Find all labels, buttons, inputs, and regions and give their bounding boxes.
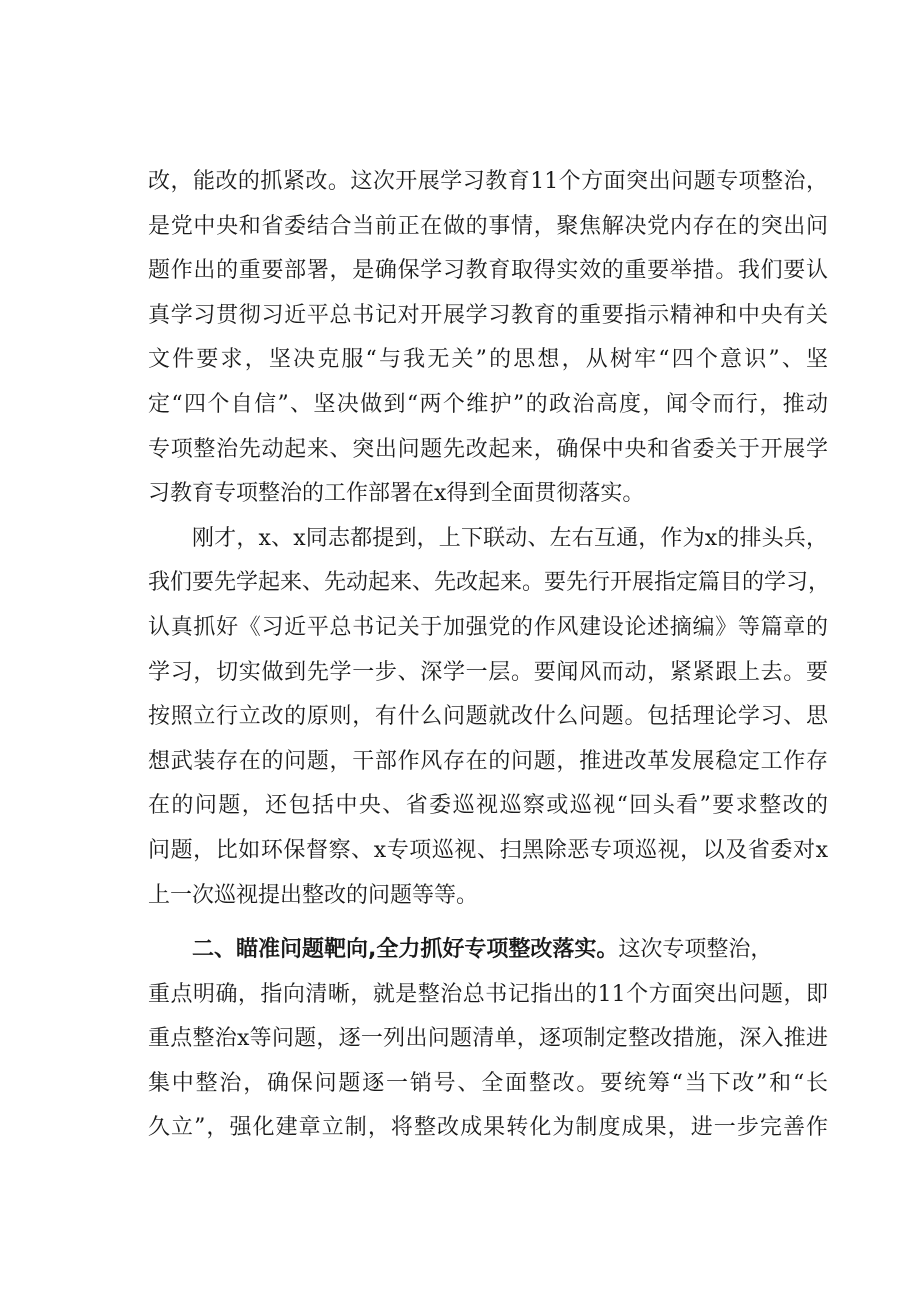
paragraph-line: 文件要求，坚决克服“与我无关”的思想，从树牢“四个意识”、坚	[148, 347, 828, 373]
paragraph-line: 重点明确，指向清晰，就是整治总书记指出的11个方面突出问题，即	[148, 981, 828, 1007]
section-heading-line	[148, 928, 828, 973]
paragraph-line: 上一次巡视提出整改的问题等等。	[148, 882, 479, 908]
paragraph-line: 问题，比如环保督察、x专项巡视、扫黑除恶专项巡视，以及省委对x	[148, 837, 828, 863]
document-body	[148, 160, 831, 1151]
paragraph-gap	[148, 918, 828, 928]
paragraph-line: 久立”，强化建章立制，将整改成果转化为制度成果，进一步完善作	[148, 1115, 828, 1141]
paragraph-line: 我们要先学起来、先动起来、先改起来。要先行开展指定篇目的学习，	[148, 570, 831, 596]
paragraph-line: 按照立行立改的原则，有什么问题就改什么问题。包括理论学习、思	[148, 704, 828, 730]
paragraph-line: 在的问题，还包括中央、省委巡视巡察或巡视“回头看”要求整改的	[148, 793, 828, 819]
paragraph-line: 改，能改的抓紧改。这次开展学习教育11个方面突出问题专项整治，	[148, 169, 828, 194]
paragraph-2	[148, 517, 831, 918]
section-heading: 二、瞄准问题靶向,全力抓好专项整改落实。	[192, 937, 619, 963]
paragraph-line: 想武装存在的问题，干部作风存在的问题，推进改革发展稳定工作存	[148, 748, 828, 774]
paragraph-1	[148, 160, 828, 517]
paragraph-line: 刚才，x、x同志都提到，上下联动、左右互通，作为x的排头兵，	[192, 525, 828, 551]
paragraph-line: 专项整治先动起来、突出问题先改起来，确保中央和省委关于开展学	[148, 436, 828, 462]
paragraph-line: 学习，切实做到先学一步、深学一层。要闻风而动，紧紧跟上去。要	[148, 659, 828, 685]
paragraph-line: 集中整治，确保问题逐一销号、全面整改。要统筹“当下改”和“长	[148, 1070, 828, 1096]
paragraph-line: 重点整治x等问题，逐一列出问题清单，逐项制定整改措施，深入推进	[148, 1026, 828, 1052]
paragraph-line: 是党中央和省委结合当前正在做的事情，聚焦解决党内存在的突出问	[148, 213, 828, 239]
paragraph-line: 题作出的重要部署，是确保学习教育取得实效的重要举措。我们要认	[148, 258, 828, 284]
paragraph-3	[148, 928, 828, 1151]
section-heading-rest: 这次专项整治，	[618, 937, 773, 963]
paragraph-line: 真学习贯彻习近平总书记对开展学习教育的重要指示精神和中央有关	[148, 302, 828, 328]
paragraph-line: 认真抓好《习近平总书记关于加强党的作风建设论述摘编》等篇章的	[148, 614, 828, 640]
paragraph-line: 习教育专项整治的工作部署在x得到全面贯彻落实。	[148, 481, 645, 507]
paragraph-line: 定“四个自信”、坚决做到“两个维护”的政治高度，闻令而行，推动	[148, 391, 828, 417]
